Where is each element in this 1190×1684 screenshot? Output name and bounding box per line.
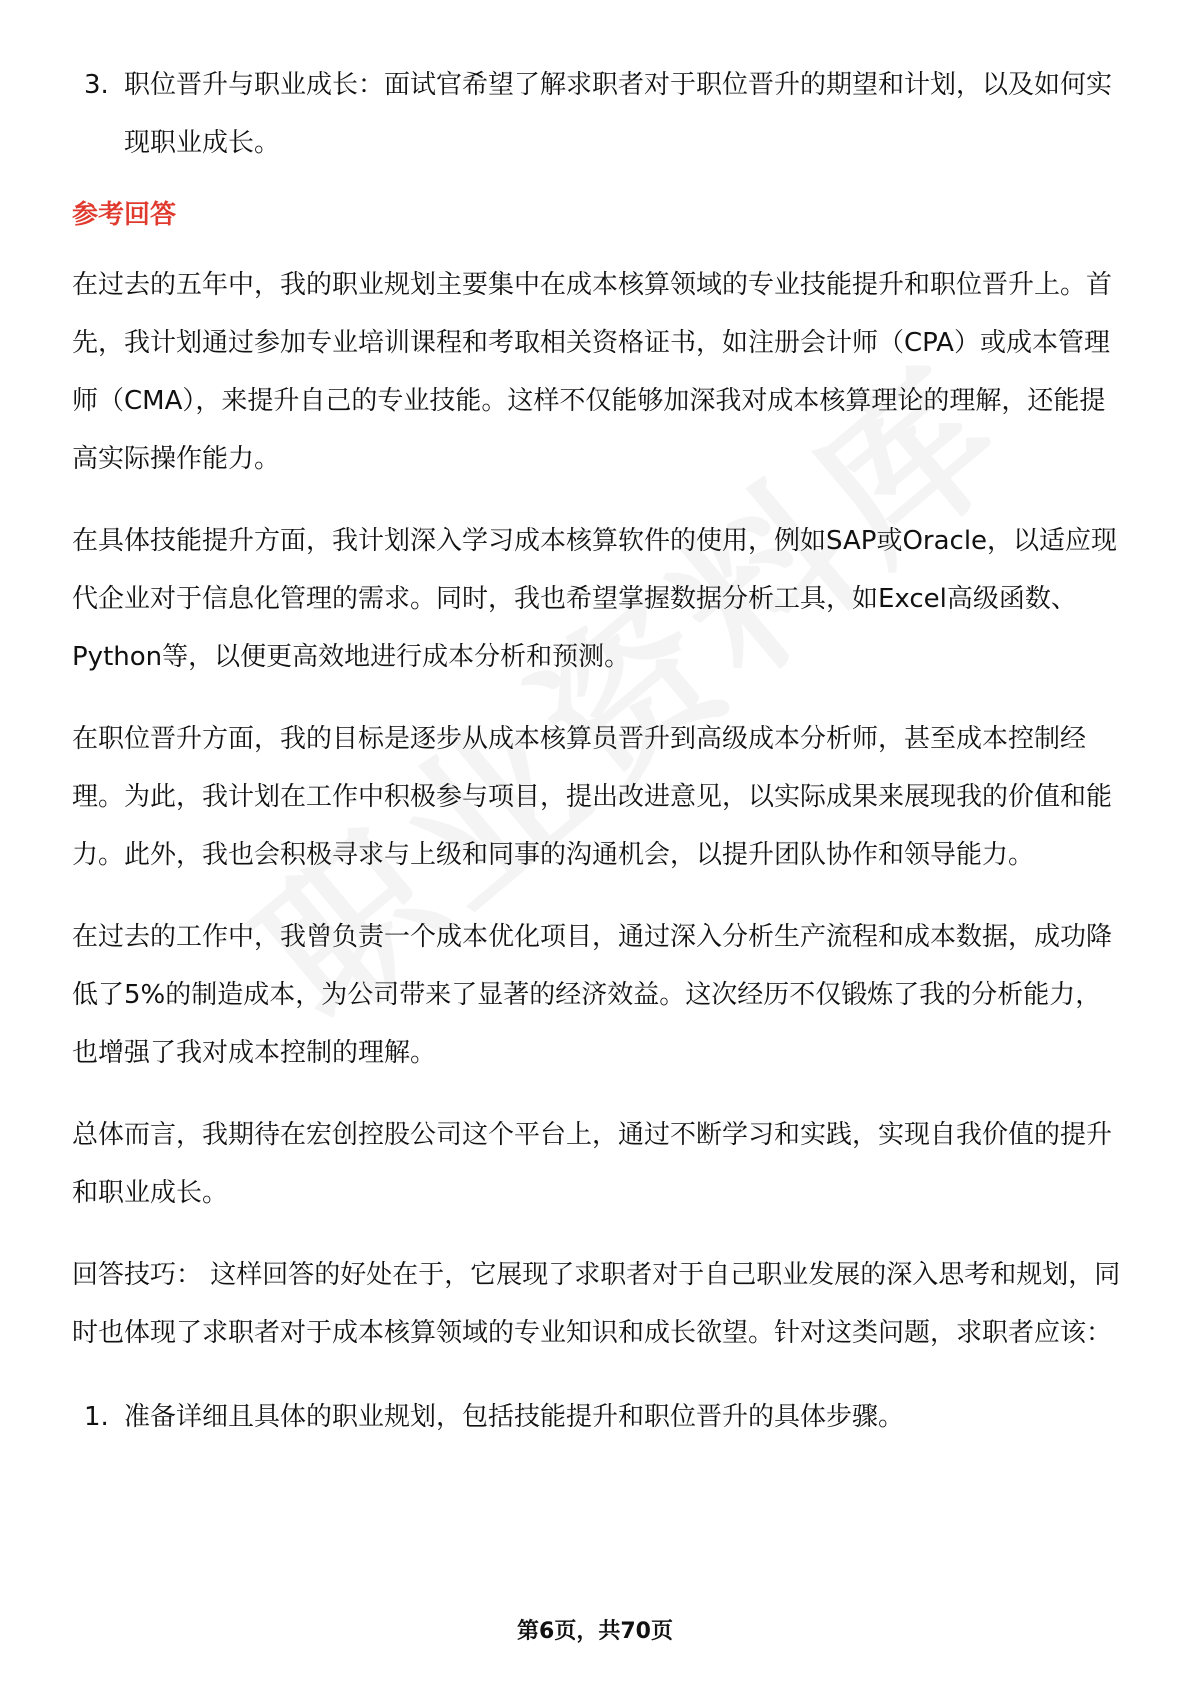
list-number: 3.: [84, 70, 109, 100]
answer-paragraph-3: 在职位晋升方面，我的目标是逐步从成本核算员晋升到高级成本分析师，甚至成本控制经理。为此，我计划在工作中积极参与项目，提出改进意见，以实际成果来展现我的价值和能力。此外，我也会积极寻求与上级和同事的沟通机会，以提升团队协作和领导能力。: [72, 724, 1113, 870]
answer-paragraph-1: 在过去的五年中，我的职业规划主要集中在成本核算领域的专业技能提升和职位晋升上。首先，我计划通过参加专业培训课程和考取相关资格证书，如注册会计师（CPA）或成本管理师（CMA），来提升自己的专业技能。这样不仅能够加深我对成本核算理论的理解，还能提高实际操作能力。: [72, 270, 1113, 474]
page-number: 第6页，共70页: [517, 1619, 673, 1644]
list-number: 1.: [84, 1402, 109, 1432]
answer-paragraph-2: 在具体技能提升方面，我计划深入学习成本核算软件的使用，例如SAP或Oracle，以适应现代企业对于信息化管理的需求。同时，我也希望掌握数据分析工具，如Excel高级函数、Python等，以便更高效地进行成本分析和预测。: [72, 526, 1118, 672]
list-item-1: [84, 1388, 1124, 1446]
list-text: 职位晋升与职业成长：面试官希望了解求职者对于职位晋升的期望和计划，以及如何实现职业成长。: [124, 70, 1113, 158]
answer-paragraph-5: 总体而言，我期待在宏创控股公司这个平台上，通过不断学习和实践，实现自我价值的提升和职业成长。: [72, 1120, 1113, 1208]
section-heading: 参考回答: [72, 200, 177, 230]
list-item-3: [84, 56, 1124, 172]
document-body: [72, 56, 1124, 1446]
list-text: 准备详细且具体的职业规划，包括技能提升和职位晋升的具体步骤。: [124, 1402, 905, 1432]
tips-paragraph: 回答技巧： 这样回答的好处在于，它展现了求职者对于自己职业发展的深入思考和规划，同时也体现了求职者对于成本核算领域的专业知识和成长欲望。针对这类问题，求职者应该：: [72, 1260, 1121, 1348]
answer-paragraph-4: 在过去的工作中，我曾负责一个成本优化项目，通过深入分析生产流程和成本数据，成功降低了5%的制造成本，为公司带来了显著的经济效益。这次经历不仅锻炼了我的分析能力，也增强了我对成本控制的理解。: [72, 922, 1113, 1068]
